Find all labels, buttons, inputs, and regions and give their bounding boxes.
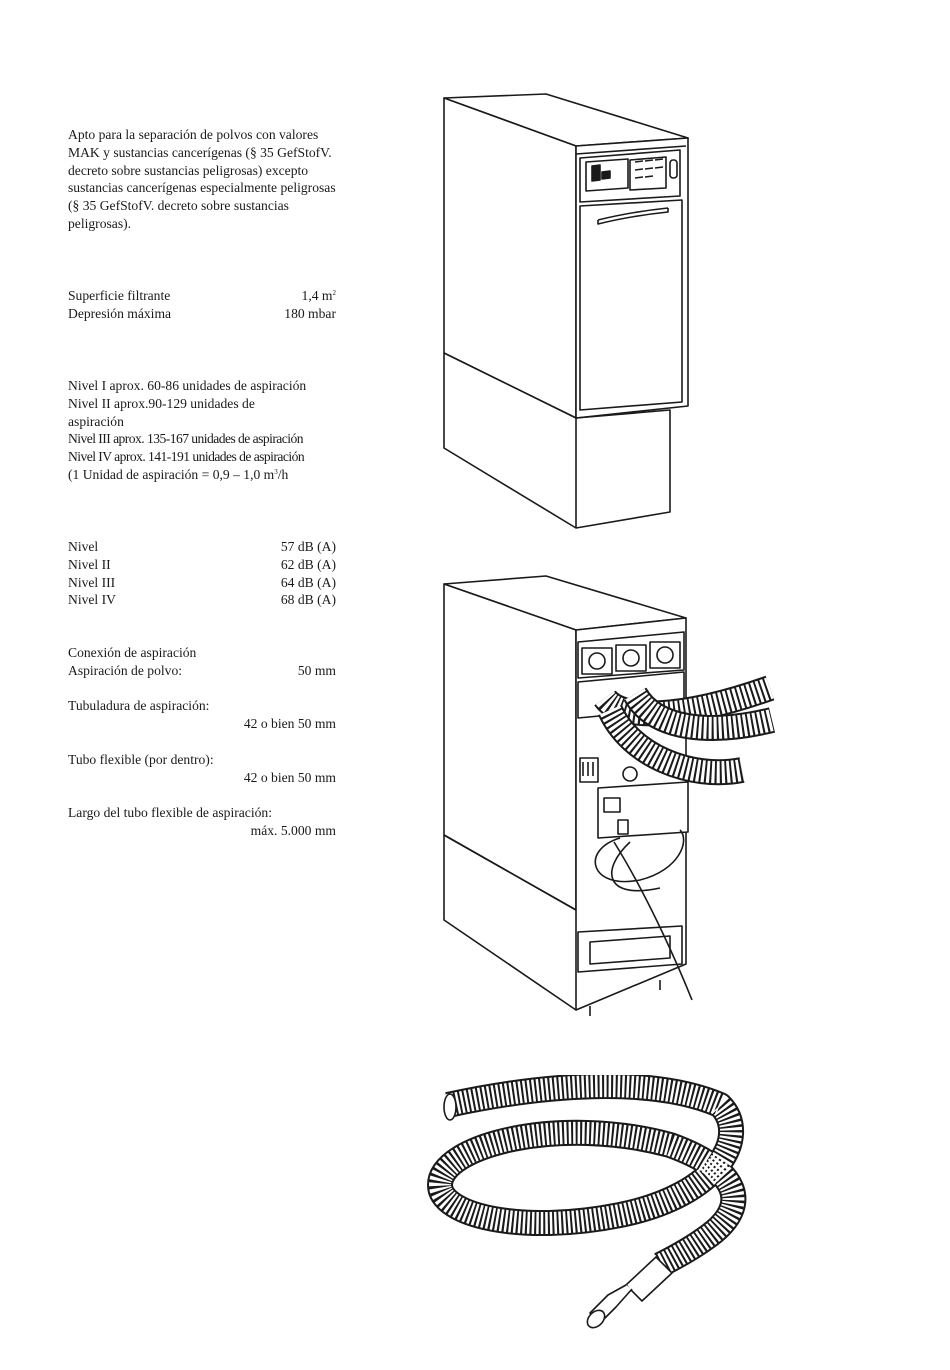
length-label: Largo del tubo flexible de aspiración:	[68, 805, 272, 821]
noise-row: Nivel II 62 dB (A)	[68, 556, 336, 572]
extractor-front-illustration	[430, 88, 700, 533]
suction-levels	[68, 377, 368, 484]
noise-levels	[68, 538, 336, 609]
length-value: máx. 5.000 mm	[250, 822, 336, 838]
suction-hose-illustration	[420, 1075, 760, 1345]
spec-label: Depresión máxima	[68, 305, 172, 321]
spec-value: 180 mbar	[284, 305, 336, 321]
noise-row: Nivel IV 68 dB (A)	[68, 592, 336, 608]
nozzle-value: 42 o bien 50 mm	[243, 716, 336, 732]
hose-value: 42 o bien 50 mm	[243, 769, 336, 785]
intro-paragraph	[68, 126, 336, 233]
noise-row: Nivel III 64 dB (A)	[68, 574, 336, 590]
extractor-rear-illustration	[430, 570, 790, 1020]
level-line-4: Nivel IV aprox. 141-191 unidades de aspiración	[68, 449, 305, 465]
spec-value: 1,4 $m^2$	[301, 288, 336, 303]
filter-specs	[68, 287, 336, 323]
connection-title: Conexión de aspiración	[68, 645, 197, 660]
level-line-2b: aspiración	[68, 413, 124, 429]
level-line-1: Nivel I aprox. 60-86 unidades de aspiración	[68, 378, 307, 393]
spec-row-max-depression	[68, 305, 336, 323]
spec-label: Superficie filtrante	[68, 288, 171, 303]
dust-suction-row: Aspiración de polvo: 50 mm	[68, 662, 336, 678]
hose-label: Tubo flexible (por dentro):	[68, 751, 214, 767]
noise-row: Nivel 57 dB (A)	[68, 539, 336, 554]
intro-text: Apto para la separación de polvos con valores MAK y sustancias cancerígenas (§ 35 GefStofV. decreto sobre sustancias peligrosas) excepto sustancias cancerígenas especialmente peligrosas (§ 35 GefStofV. decreto sobre sustancias peligrosas).	[68, 127, 336, 231]
level-line-2a: Nivel II aprox.90-129 unidades de	[68, 395, 255, 411]
spec-row-filter-surface	[68, 287, 336, 305]
connection-specs	[68, 644, 336, 840]
level-line-3: Nivel III aprox. 135-167 unidades de aspiración	[68, 431, 303, 447]
nozzle-label: Tubuladura de aspiración:	[68, 698, 210, 714]
level-unit-note: (1 Unidad de aspiración = 0,9 – 1,0 $m^3/h$	[68, 466, 289, 482]
